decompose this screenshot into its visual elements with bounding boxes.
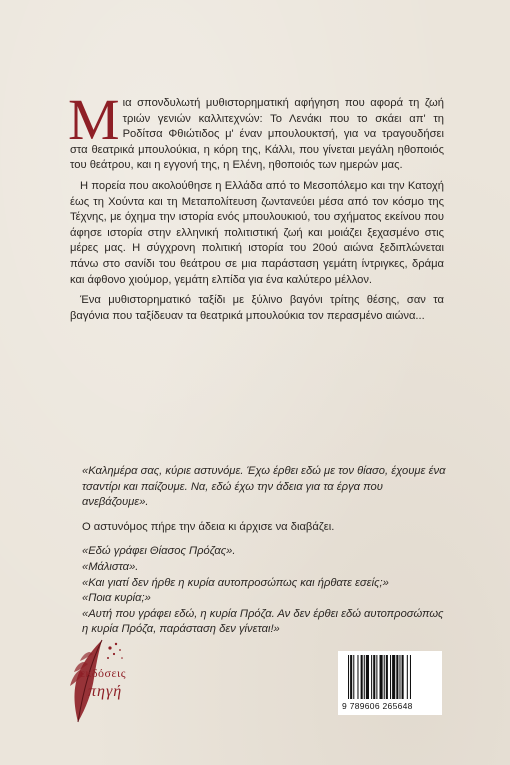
blurb bbox=[68, 87, 444, 329]
publisher-name-line1: εκδόσεις bbox=[80, 666, 126, 680]
excerpt-quote-3: «Μάλιστα». bbox=[82, 560, 139, 573]
excerpt-quote-4: «Και γιατί δεν ήρθε η κυρία αυτοπροσώπως και ήρθατε εσείς;» bbox=[82, 576, 389, 589]
drop-cap: Μ bbox=[68, 87, 120, 152]
barcode-digits: 9 789606 265648 bbox=[342, 701, 413, 711]
barcode-bars bbox=[348, 655, 434, 699]
excerpt-narration: Ο αστυνόμος πήρε την άδεια κι άρχισε να διαβάζει. bbox=[82, 520, 335, 533]
excerpt-quote-6: «Αυτή που γράφει εδώ, η κυρία Πρόζα. Αν δεν έρθει εδώ αυτοπροσώπως η κυρία Πρόζα, παράσταση δεν γίνεται!» bbox=[82, 607, 444, 636]
excerpt-quote-1: «Καλημέρα σας, κύριε αστυνόμε. Έχω έρθει εδώ με τον θίασο, έχουμε ένα τσαντίρι και παίζουμε. Να, εδώ έχω την άδεια για τα έργα που ανεβάζουμε». bbox=[82, 465, 446, 509]
excerpt bbox=[82, 464, 446, 638]
blurb-paragraph-1 bbox=[68, 87, 444, 174]
isbn-barcode bbox=[338, 651, 442, 715]
feather-quill-icon bbox=[58, 636, 148, 726]
excerpt-quote-2: «Εδώ γράφει Θίασος Πρόζας». bbox=[82, 545, 236, 558]
blurb-paragraph-3: Ένα μυθιστορηματικό ταξίδι με ξύλινο βαγόνι τρίτης θέσης, σαν τα βαγόνια που ταξίδευαν τα θεατρικά μπουλούκια τον περασμένο αιώνα... bbox=[70, 294, 444, 322]
excerpt-quote-5: «Ποια κυρία;» bbox=[82, 592, 151, 605]
publisher-name-line2: πηγή bbox=[88, 683, 123, 700]
blurb-paragraph-1-text: ια σπονδυλωτή μυθιστορηματική αφήγηση που αφορά τη ζωή τριών γενιών καλλιτεχνών: Το Λενάκι που το σκάει απ' τη Ροδίτσα Φθιώτιδος μ' έναν μπουλουκτσή, για να τραγουδήσει στα θεατρικά μπουλούκια, η κόρη της, Κάλλι, που γίνεται μεγάλη ηθοποιός του θεάτρου, και η εγγονή της, η Ελένη, ηθοποιός των ημερών μας. bbox=[70, 97, 444, 172]
blurb-paragraph-2: Η πορεία που ακολούθησε η Ελλάδα από το Μεσοπόλεμο και την Κατοχή έως τη Χούντα και τη Μεταπολίτευση ζωντανεύει μέσα από τον κόσμο της Τέχνης, με όχημα την ιστορία ενός μπουλουκιού, του σχήματος εκείνου που άφησε ιστορία στην ελληνική πολιτιστική ζωή και μοιάζει ξεχασμένο στις μέρες μας. Η σύγχρονη πολιτική ιστορία του 20ού αιώνα ξεδιπλώνεται πάνω στο σανίδι του θεάτρου σε μια παράσταση γεμάτη ίντριγκες, δράμα και άφθονο χιούμορ, γεμάτη ελπίδα για ένα καλύτερο μέλλον. bbox=[70, 179, 444, 286]
